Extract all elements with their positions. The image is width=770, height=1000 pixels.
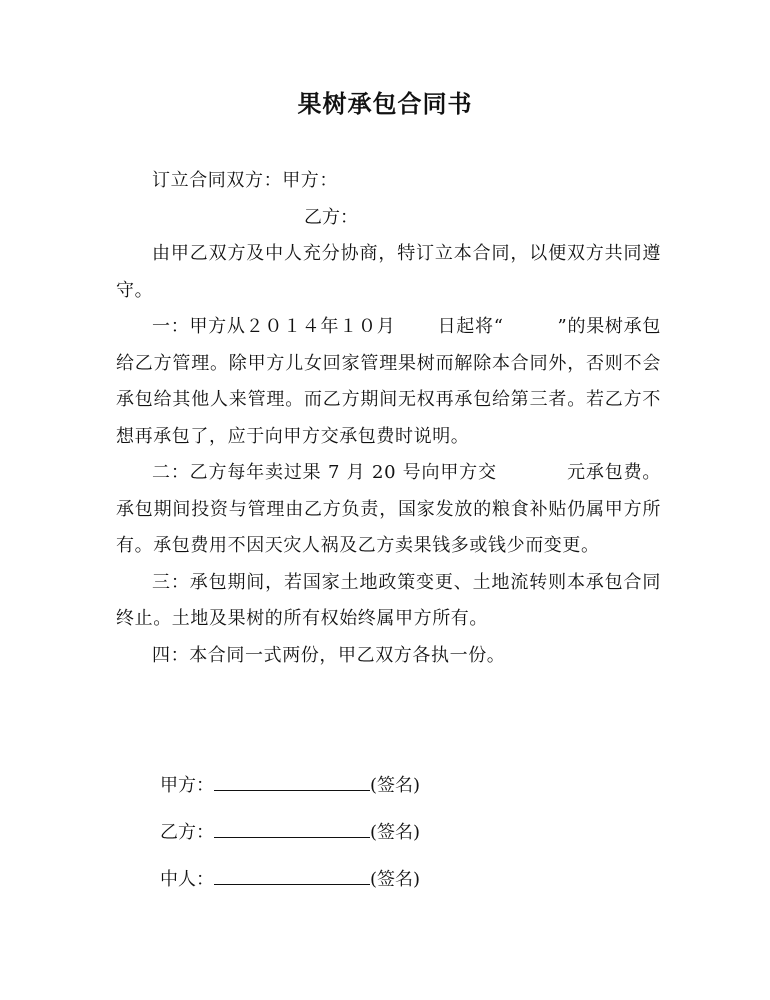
clause-1-text-a: 一：甲方从２０１４年１０月 [152, 316, 396, 337]
clause-2-text-a: 二：乙方每年卖过果 7 月 20 号向甲方交 [152, 462, 497, 483]
signature-line [214, 815, 370, 838]
signature-row-middleman [160, 862, 420, 909]
parties-line: 订立合同双方：甲方： [152, 170, 338, 191]
signature-suffix: (签名) [370, 822, 421, 843]
clause-1-paragraph [116, 309, 661, 455]
signature-label: 中人： [160, 869, 214, 890]
preamble-paragraph: 由甲乙双方及中人充分协商，特订立本合同，以便双方共同遵守。 [116, 243, 661, 301]
signature-suffix: (签名) [370, 775, 421, 796]
clause-1-text-b: 日起将“ [437, 316, 504, 337]
party-b-line: 乙方： [304, 206, 358, 228]
signature-label: 乙方： [160, 822, 214, 843]
document-title: 果树承包合同书 [297, 89, 473, 118]
clause-4-paragraph: 四：本合同一式两份，甲乙双方各执一份。 [152, 644, 506, 666]
signature-line [214, 768, 370, 791]
signature-row-party-a [160, 768, 420, 815]
clause-3-paragraph: 三：承包期间，若国家土地政策变更、土地流转则本承包合同终止。土地及果树的所有权始终属甲方所有。 [116, 571, 661, 629]
clause-2-text-b: 元承包费。承包期间投资与管理由乙方负责，国家发放的粮食补贴仍属甲方所有。承包费用不因天灾人祸及乙方卖果钱多或钱少而变更。 [116, 462, 661, 556]
signature-label: 甲方： [160, 775, 214, 796]
signature-row-party-b [160, 815, 420, 862]
signature-block [160, 768, 420, 909]
clause-1-text-c: ”的果树承包给乙方管理。除甲方儿女回家管理果树而解除本合同外，否则不会承包给其他人来管理。而乙方期间无权再承包给第三者。若乙方不想再承包了，应于向甲方交承包费时说明。 [116, 316, 661, 447]
contract-body [116, 163, 661, 674]
clause-2-paragraph [116, 455, 661, 565]
signature-line [214, 862, 370, 885]
signature-suffix: (签名) [370, 869, 421, 890]
